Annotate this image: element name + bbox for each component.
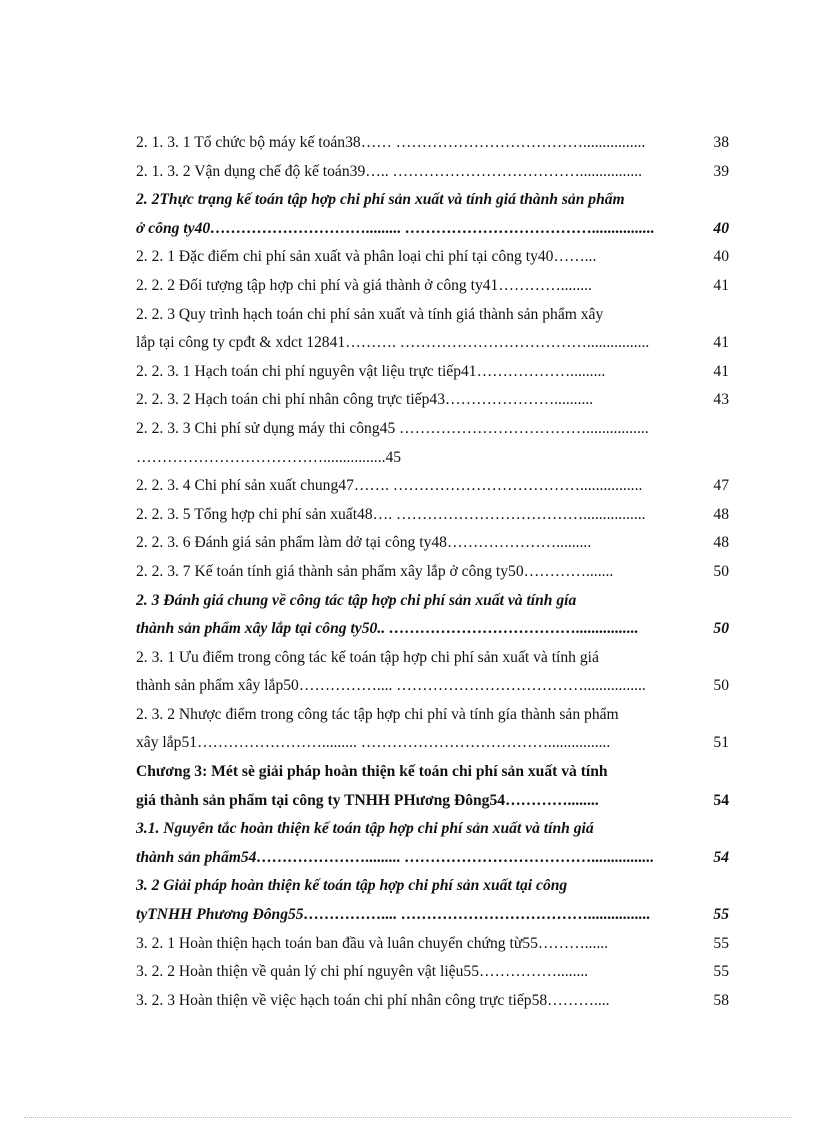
toc-entry-2-1-3-1[interactable]: 2. 1. 3. 1 Tổ chức bộ máy kế toán38 …… ………………………………................ 38 (136, 134, 729, 151)
toc-entry-2-2-3[interactable]: 2. 2. 3 Quy trình hạch toán chi phí sản xuất và tính giá thành sản phẩm xây (136, 305, 604, 323)
toc-entry-2-2-3-1[interactable]: 2. 2. 3. 1 Hạch toán chi phí nguyên vật liệu trực tiếp41 ………………......... 41 (136, 362, 729, 380)
toc-entry-2-2-3-7[interactable]: 2. 2. 3. 7 Kế toán tính giá thành sản phẩm xây lắp ở công ty50 …………....... 50 (136, 562, 729, 580)
toc-heading-2-2-cont[interactable]: ở công ty40 …………………………......... ………………………………................ 40 (136, 219, 729, 237)
toc-heading-3-1-cont[interactable]: thành sản phẩm54 …………………......... ………………………………................ 54 (136, 848, 729, 866)
toc-heading-2-2[interactable]: 2. 2Thực trạng kế toán tập hợp chi phí sản xuất và tính giá thành sản phẩm (136, 191, 625, 209)
toc-entry-3-2-1[interactable]: 3. 2. 1 Hoàn thiện hạch toán ban đầu và luân chuyển chứng từ55 ………...... 55 (136, 934, 729, 952)
toc-entry-2-2-3-6[interactable]: 2. 2. 3. 6 Đánh giá sản phẩm làm dở tại công ty48 …………………......... 48 (136, 534, 729, 552)
toc-entry-2-1-3-2[interactable]: 2. 1. 3. 2 Vận dụng chế độ kế toán39 ….. ………………………………................ 39 (136, 162, 729, 180)
toc-entry-2-2-3-4[interactable]: 2. 2. 3. 4 Chi phí sản xuất chung47 ……. ………………………………................ 47 (136, 477, 729, 495)
toc-entry-2-2-3-2[interactable]: 2. 2. 3. 2 Hạch toán chi phí nhân công trực tiếp43 ………………….......... 43 (136, 391, 729, 409)
toc-entry-2-2-3-5[interactable]: 2. 2. 3. 5 Tổng hợp chi phí sản xuất48 …. ………………………………................ 48 (136, 505, 729, 523)
toc-entry-2-3-2-cont[interactable]: xây lắp51 ……………………......... ………………………………................ 51 (136, 734, 729, 752)
toc-heading-3-2-cont[interactable]: tyTNHH Phương Đông55 …………….... ………………………………................ 55 (136, 906, 729, 924)
toc-entry-2-3-1-cont[interactable]: thành sản phẩm xây lắp50 …………….... ………………………………................ 50 (136, 677, 729, 695)
toc-heading-2-3[interactable]: 2. 3 Đánh giá chung về công tác tập hợp chi phí sản xuất và tính gía (136, 591, 577, 609)
toc-heading-2-3-cont[interactable]: thành sản phẩm xây lắp tại công ty50 .. ………………………………................ 50 (136, 620, 729, 638)
toc-entry-2-3-1[interactable]: 2. 3. 1 Ưu điểm trong công tác kế toán tập hợp chi phí sản xuất và tính giá (136, 648, 599, 666)
toc-entry-2-2-3-cont[interactable]: lắp tại công ty cpđt & xdct 12841 ………. ………………………………................ 41 (136, 334, 729, 352)
toc-heading-3-1[interactable]: 3.1. Nguyên tắc hoàn thiện kế toán tập hợp chi phí sản xuất và tính giá (136, 820, 594, 838)
table-of-contents (136, 129, 729, 1015)
page-footer-divider (24, 1117, 792, 1118)
toc-entry-2-3-2[interactable]: 2. 3. 2 Nhược điểm trong công tác tập hợp chi phí và tính gía thành sản phẩm (136, 705, 619, 723)
toc-heading-3-2[interactable]: 3. 2 Giải pháp hoàn thiện kế toán tập hợp chi phí sản xuất tại công (136, 877, 568, 895)
toc-entry-2-2-2[interactable]: 2. 2. 2 Đối tượng tập hợp chi phí và giá thành ở công ty41 …………........ 41 (136, 276, 729, 294)
toc-chapter-3[interactable]: Chương 3: Mét sè giải pháp hoàn thiện kế toán chi phí sản xuất và tính (136, 763, 608, 781)
toc-entry-3-2-3[interactable]: 3. 2. 3 Hoàn thiện về việc hạch toán chi phí nhân công trực tiếp58 ……….... 58 (136, 991, 729, 1009)
toc-entry-2-2-1[interactable]: 2. 2. 1 Đặc điểm chi phí sản xuất và phân loại chi phí tại công ty40 ……... 40 (136, 248, 729, 266)
toc-entry-3-2-2[interactable]: 3. 2. 2 Hoàn thiện về quản lý chi phí nguyên vật liệu55 ……………........ 55 (136, 963, 729, 981)
toc-entry-2-2-3-3[interactable]: 2. 2. 3. 3 Chi phí sử dụng máy thi công45 ………………………………................ (136, 419, 649, 437)
toc-chapter-3-cont[interactable]: giá thành sản phẩm tại công ty TNHH PHương Đông54 …………........ 54 (136, 791, 729, 809)
toc-entry-2-2-3-3-cont[interactable]: ………………………………................45 (136, 448, 402, 466)
